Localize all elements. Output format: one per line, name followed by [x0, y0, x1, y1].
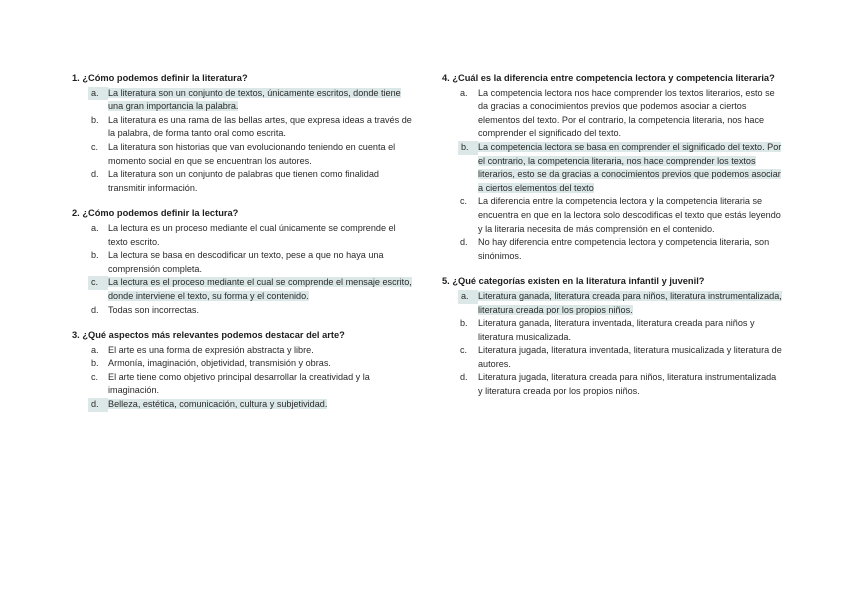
answer-option-selected	[72, 398, 412, 412]
answer-option	[72, 249, 412, 276]
answer-option	[72, 304, 412, 318]
option-text: La literatura son historias que van evolucionando teniendo en cuenta el momento social en que se encuentran los autores.	[108, 141, 396, 166]
question-block	[442, 275, 782, 398]
option-letter: a.	[88, 87, 108, 101]
answer-option-selected	[442, 290, 782, 317]
answer-option	[72, 222, 412, 249]
option-text: La competencia lectora nos hace comprender los textos literarios, esto se da gracias a conocimientos previos que podemos asociar a ciertos elementos del texto. Por el contrario, la competencia literaria, nos hace comprender el significado del texto.	[478, 87, 775, 139]
option-letter: c.	[91, 141, 99, 152]
option-text: Armonía, imaginación, objetividad, transmisión y obras.	[108, 358, 331, 369]
option-letter: c.	[91, 371, 99, 382]
option-letter: b.	[91, 358, 99, 369]
question-title: 2. ¿Cómo podemos definir la lectura?	[72, 208, 239, 219]
option-text: Belleza, estética, comunicación, cultura y subjetividad.	[108, 399, 328, 410]
option-text: La literatura son un conjunto de textos, únicamente escritos, donde tiene una gran importancia la palabra.	[108, 87, 401, 112]
right-column	[442, 72, 782, 411]
left-column	[72, 72, 412, 424]
answer-option	[72, 141, 412, 168]
option-letter: b.	[91, 114, 99, 125]
option-text: Literatura ganada, literatura inventada, literatura creada para niños y literatura musicalizada.	[478, 318, 755, 342]
option-text: La diferencia entre la competencia lectora y la competencia literaria se encuentra en que en la lectora solo descodificas el texto que estás leyendo y la literaria necesita de más comprensión en el contenido.	[478, 196, 781, 234]
answer-option	[442, 344, 782, 371]
option-text: La lectura es un proceso mediante el cual únicamente se comprende el texto escrito.	[108, 222, 396, 247]
question-block	[72, 72, 412, 195]
answer-options	[72, 222, 412, 317]
answer-option	[442, 195, 782, 236]
option-text: La lectura es el proceso mediante el cual se comprende el mensaje escrito, donde interviene el texto, su forma y el contenido.	[108, 277, 412, 301]
answer-options	[72, 344, 412, 412]
answer-option-selected	[442, 141, 782, 195]
option-letter: c.	[88, 276, 108, 290]
answer-option	[72, 344, 412, 358]
option-letter: b.	[91, 250, 99, 261]
option-text: Literatura ganada, literatura creada para niños, literatura instrumentalizada, literatura creada por los propios niños.	[478, 290, 782, 315]
option-letter: c.	[460, 345, 468, 356]
answer-option	[72, 168, 412, 195]
answer-option	[442, 236, 782, 263]
option-letter: d.	[88, 398, 108, 412]
answer-option	[442, 317, 782, 344]
answer-option	[72, 114, 412, 141]
option-letter: a.	[458, 290, 478, 304]
question-title: 3. ¿Qué aspectos más relevantes podemos destacar del arte?	[72, 330, 345, 341]
question-title: 4. ¿Cuál es la diferencia entre competencia lectora y competencia literaria?	[442, 73, 775, 83]
question-block	[72, 207, 412, 317]
answer-option	[72, 371, 412, 398]
question-title: 5. ¿Qué categorías existen en la literatura infantil y juvenil?	[442, 276, 705, 287]
option-letter: c.	[460, 196, 468, 207]
option-letter: b.	[460, 318, 468, 329]
option-text: La lectura se basa en descodificar un texto, pese a que no haya una comprensión completa.	[108, 250, 384, 274]
answer-options	[442, 290, 782, 399]
option-text: Literatura jugada, literatura creada para niños, literatura instrumentalizada y literatura creada por los propios niños.	[478, 372, 777, 397]
answer-option	[442, 87, 782, 141]
question-title: 1. ¿Cómo podemos definir la literatura?	[72, 73, 248, 83]
option-text: El arte es una forma de expresión abstracta y libre.	[108, 344, 314, 355]
question-block	[442, 72, 782, 263]
option-text: No hay diferencia entre competencia lectora y competencia literaria, son sinónimos.	[478, 237, 770, 261]
option-text: La literatura es una rama de las bellas artes, que expresa ideas a través de la palabra, de forma tanto oral como escrita.	[108, 114, 412, 139]
answer-option-selected	[72, 87, 412, 114]
option-letter: d.	[460, 237, 468, 248]
answer-options	[442, 87, 782, 264]
option-letter: d.	[91, 304, 99, 315]
answer-option	[72, 357, 412, 371]
option-letter: a.	[460, 87, 468, 98]
option-letter: d.	[460, 372, 468, 383]
option-letter: a.	[91, 344, 99, 355]
option-letter: a.	[91, 222, 99, 233]
option-text: El arte tiene como objetivo principal desarrollar la creatividad y la imaginación.	[108, 371, 370, 396]
option-text: La competencia lectora se basa en comprender el significado del texto. Por el contrario, la competencia literaria, nos hace comprender los textos literarios, esto se da gracias a conocimientos previos que podemos asociar a ciertos elementos del texto	[478, 141, 782, 193]
option-letter: b.	[458, 141, 478, 155]
answer-option-selected	[72, 276, 412, 303]
answer-option	[442, 371, 782, 398]
option-text: Todas son incorrectas.	[108, 304, 199, 315]
answer-options	[72, 87, 412, 196]
question-block	[72, 329, 412, 412]
option-letter: d.	[91, 169, 99, 180]
option-text: Literatura jugada, literatura inventada, literatura musicalizada y literatura de autores.	[478, 345, 782, 369]
option-text: La literatura son un conjunto de palabras que tienen como finalidad transmitir información.	[108, 169, 379, 193]
